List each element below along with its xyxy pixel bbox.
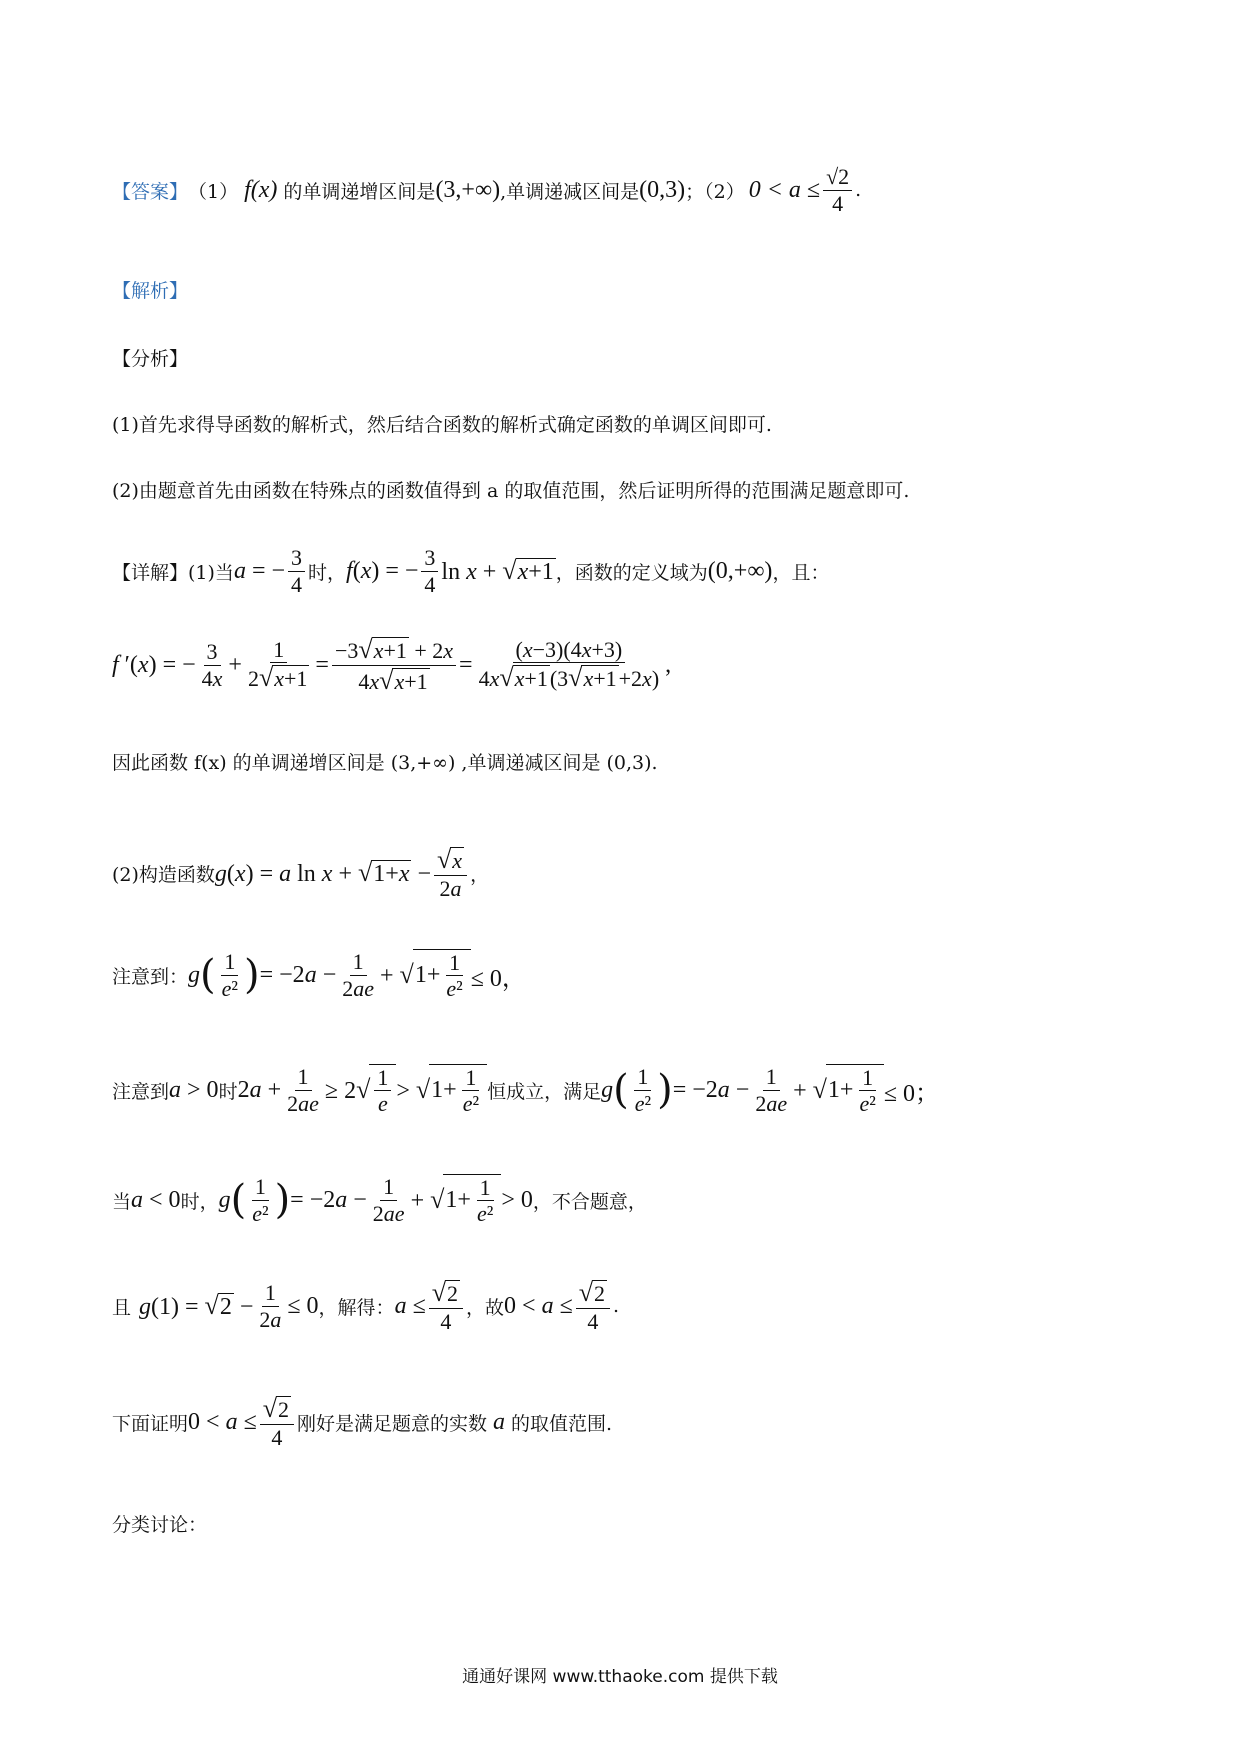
analysis-2: (2)由题意首先由函数在特殊点的函数值得到 a 的取值范围，然后证明所得的范围满足题意即可. bbox=[112, 480, 910, 502]
answer-ineq: 0 < a ≤ bbox=[748, 176, 821, 203]
answer-text2: ,单调递减区间是 bbox=[500, 180, 640, 203]
detail-t2: 时， bbox=[308, 561, 347, 584]
answer-part2: ；（2） bbox=[685, 180, 745, 203]
when-c: ，不合题意， bbox=[532, 1190, 647, 1213]
answer-increasing: (3,+∞) bbox=[435, 176, 501, 203]
answer-decreasing: (0,3) bbox=[639, 176, 686, 203]
jiexi-heading: 【解析】 bbox=[112, 280, 189, 302]
solve-label: ，解得： bbox=[318, 1296, 395, 1319]
answer-label: 【答案】 bbox=[112, 180, 189, 203]
analysis-1: (1)首先求得导函数的解析式，然后结合函数的解析式确定函数的单调区间即可. bbox=[112, 414, 772, 436]
note2-label: 注意到 bbox=[112, 1080, 170, 1103]
answer-den: 4 bbox=[832, 190, 844, 216]
note1-line: 注意到： g ( $\frac{1}{\text{e²}}$ ) = −2a − $\frac{1}{2ae}$ + √ 1+ $\frac{1}{\text{e²}}$ ≤ 0， bbox=[112, 949, 526, 1001]
when-b: 时， bbox=[180, 1190, 219, 1213]
when-line: 当 a < 0 时， g ( $\frac{1}{\text{e²}}$ ) = −2a − $\frac{1}{2ae}$ + √ 1+ $\frac{1}{\text{e²}}$ > 0 ，不合题意， bbox=[112, 1174, 647, 1226]
detail-t3: ，函数的定义域为 bbox=[555, 561, 708, 584]
when-label: 当 bbox=[112, 1190, 132, 1213]
detail-frac: $\frac{3}{4}$ bbox=[288, 545, 305, 597]
note1-label: 注意到： bbox=[112, 965, 189, 988]
derivative-line: f ′(x) = − $\frac{3}{4x}$ + $\frac{1}{2√x+1}$ = $\frac{-3√x+1 + 2x}{4x√x+1}$ = $\frac{(x-3)(4x+3)}{4x√x+1(3√x+1+2x)}$ , bbox=[112, 634, 672, 695]
and-line: 且 g(1) = √2 − $\frac{1}{2a}$ ≤ 0 ，解得： a ≤ $\frac{√2}{4}$ ，故 0 < a ≤ $\frac{√2}{4}$ . bbox=[112, 1277, 620, 1334]
note2-tail: 恒成立，满足 bbox=[487, 1080, 602, 1103]
below-b: 刚好是满足题意的实数 bbox=[297, 1412, 488, 1435]
answer-part1: （1） bbox=[188, 180, 239, 203]
answer-text1: 的单调递增区间是 bbox=[283, 180, 436, 203]
below-c: 的取值范围. bbox=[511, 1412, 613, 1435]
note2-line: 注意到 a > 0 时 2a + $\frac{1}{2ae}$ ≥ 2√ $\frac{1}{e}$ > √ 1+ $\frac{1}{\text{e²}}$ 恒成立，满足 g ( $\frac{1}{\text{e²}}$ ) = −2a − $\frac{1}{2ae}$ + √ 1+ $\frac{1}{\text{e²}}$ ≤ 0； bbox=[112, 1064, 940, 1116]
detail-func: f(x) = − bbox=[346, 557, 419, 584]
answer-fx: f(x) bbox=[244, 176, 278, 203]
and-label: 且 bbox=[112, 1296, 132, 1319]
footer: 通通好课网 www.tthaoke.com 提供下载 bbox=[462, 1667, 778, 1687]
below-a: 下面证明 bbox=[112, 1412, 189, 1435]
answer-end: . bbox=[855, 179, 862, 201]
part2-line: (2)构造函数 g(x) = a ln x + √1+x − $\frac{√x}{2a}$ ， bbox=[112, 844, 490, 901]
fenxi-heading: 【分析】 bbox=[112, 348, 189, 370]
below-line: 下面证明 0 < a ≤ $\frac{√2}{4}$ 刚好是满足题意的实数 a 的取值范围. bbox=[112, 1393, 613, 1450]
classify: 分类讨论： bbox=[112, 1514, 208, 1536]
detail-t1: (1)当 bbox=[188, 561, 234, 584]
part2-label: (2)构造函数 bbox=[112, 863, 215, 886]
detail-domain: (0,+∞) bbox=[707, 557, 773, 584]
detail-label: 【详解】 bbox=[112, 561, 189, 584]
answer-line bbox=[112, 150, 861, 230]
conclusion-1: 因此函数 f(x) 的单调递增区间是 (3,+∞) ,单调递减区间是 (0,3). bbox=[112, 752, 658, 774]
answer-fraction bbox=[823, 164, 852, 216]
detail-t4: ，且： bbox=[772, 561, 830, 584]
detail-line: 【详解】 (1)当 a = − $\frac{3}{4}$ 时， f(x) = − $\frac{3}{4}$ ln x + √x+1 ，函数的定义域为 (0,+∞) ，且： bbox=[112, 545, 830, 597]
hence-label: ，故 bbox=[466, 1296, 505, 1319]
answer-num: √2 bbox=[823, 164, 852, 190]
